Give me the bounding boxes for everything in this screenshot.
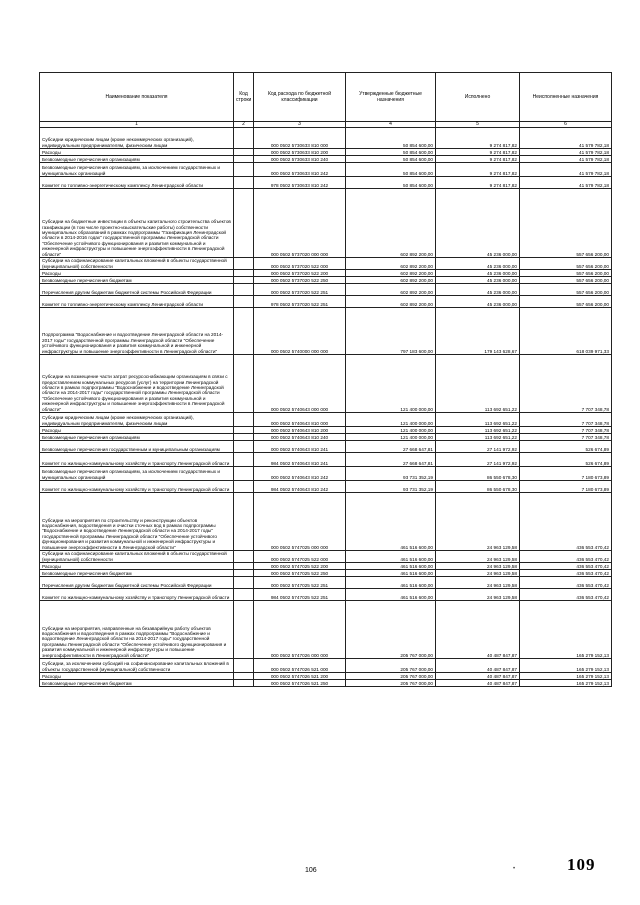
row-executed-amount: 27 141 972,92: [436, 453, 520, 467]
row-indicator-name: Комитет по жилищно-коммунальному хозяйству и транспорту Ленинградской области: [40, 453, 234, 467]
row-approved-amount: 50 854 600,00: [346, 163, 436, 177]
table-header-row: [40, 73, 612, 122]
row-executed-amount: 113 692 651,22: [436, 413, 520, 427]
table-row: [40, 680, 612, 687]
row-approved-amount: 121 400 000,00: [346, 434, 436, 441]
table-row: [40, 355, 612, 413]
row-code: [234, 277, 254, 284]
row-unexecuted-amount: 41 579 782,18: [520, 128, 612, 149]
row-indicator-name: Безвозмездные перечисления государственным и муниципальным организациям: [40, 441, 234, 453]
row-unexecuted-amount: 436 553 470,42: [520, 570, 612, 577]
row-executed-amount: 45 236 000,00: [436, 258, 520, 270]
row-code: [234, 258, 254, 270]
header-unexecuted: Неисполненные назначения: [520, 73, 612, 122]
row-executed-amount: 24 963 129,58: [436, 577, 520, 589]
row-executed-amount: 9 274 817,82: [436, 156, 520, 163]
row-indicator-name: Субсидии на мероприятия по строительству и реконструкции объектов водоснабжения, водоотведения и очистки сточных вод в рамках подпрограммы "Водоснабжение и водоотведение Ленинградской области на 2014-2017 годы" государственной программы Ленинградской области "Обеспечение устойчивого функционирования и развития коммунальной и инженерной инфраструктуры и повышение энергоэффективности в Ленинградской области": [40, 493, 234, 551]
row-indicator-name: Субсидии на возмещение части затрат ресурсоснабжающим организациям в связи с предоставлением коммунальных ресурсов (услуг) на территории Ленинградской области в рамках подпрограммы "Водоснабжение и водоотведение Ленинградской области на 2014-2017 годы" государственной программы Ленинградской области "Обеспечение устойчивого функционирования и развития коммунальной и инженерной инфраструктуры и повышение энергоэффективности в Ленинградской области": [40, 355, 234, 413]
row-approved-amount: 93 731 352,19: [346, 481, 436, 493]
row-approved-amount: 50 854 600,00: [346, 149, 436, 156]
row-code: [234, 493, 254, 551]
row-expense-code: 978 0502 5737020 522 251: [254, 296, 346, 308]
row-code: [234, 589, 254, 601]
row-unexecuted-amount: 526 674,89: [520, 453, 612, 467]
table-row: [40, 296, 612, 308]
row-indicator-name: Комитет по жилищно-коммунальному хозяйству и транспорту Ленинградской области: [40, 589, 234, 601]
row-executed-amount: 113 692 651,22: [436, 427, 520, 434]
row-approved-amount: 461 516 600,00: [346, 589, 436, 601]
column-number: 2: [234, 122, 254, 128]
column-number: 5: [436, 122, 520, 128]
row-unexecuted-amount: 165 279 152,13: [520, 601, 612, 659]
row-unexecuted-amount: 165 279 152,13: [520, 680, 612, 687]
row-approved-amount: 461 516 600,00: [346, 563, 436, 570]
header-indicator-name: Наименование показателя: [40, 73, 234, 122]
row-executed-amount: 45 236 000,00: [436, 284, 520, 296]
row-expense-code: 000 0502 5747025 522 250: [254, 570, 346, 577]
row-expense-code: 984 0502 5747025 522 251: [254, 589, 346, 601]
row-approved-amount: 461 516 600,00: [346, 570, 436, 577]
row-expense-code: 000 0502 5737020 522 200: [254, 270, 346, 277]
table-body: [40, 128, 612, 687]
row-indicator-name: Безвозмездные перечисления бюджетам: [40, 570, 234, 577]
page-number: 106: [305, 867, 317, 874]
row-unexecuted-amount: 557 656 200,00: [520, 270, 612, 277]
row-indicator-name: Комитет по топливно-энергетическому комплексу Ленинградской области: [40, 177, 234, 189]
row-indicator-name: Безвозмездные перечисления бюджетам: [40, 277, 234, 284]
row-unexecuted-amount: 557 656 200,00: [520, 296, 612, 308]
row-approved-amount: 27 668 647,81: [346, 441, 436, 453]
row-code: [234, 296, 254, 308]
row-indicator-name: Расходы: [40, 563, 234, 570]
row-executed-amount: 179 143 628,67: [436, 308, 520, 355]
row-approved-amount: 461 516 600,00: [346, 551, 436, 563]
row-code: [234, 673, 254, 680]
row-code: [234, 601, 254, 659]
row-expense-code: 000 0502 5737020 522 000: [254, 258, 346, 270]
row-expense-code: 978 0502 5730633 810 242: [254, 177, 346, 189]
row-approved-amount: 205 767 000,00: [346, 673, 436, 680]
row-expense-code: 000 0502 5747025 522 251: [254, 577, 346, 589]
table-row: [40, 270, 612, 277]
table-row: [40, 493, 612, 551]
row-unexecuted-amount: 165 279 152,13: [520, 659, 612, 673]
row-indicator-name: Субсидии юридическим лицам (кроме некоммерческих организаций), индивидуальным предпринимателям, физическим лицам: [40, 413, 234, 427]
row-expense-code: 984 0502 5740643 810 242: [254, 481, 346, 493]
row-code: [234, 189, 254, 258]
header-executed: Исполнено: [436, 73, 520, 122]
row-expense-code: 000 0502 5740643 000 000: [254, 355, 346, 413]
row-executed-amount: 86 550 678,30: [436, 481, 520, 493]
row-unexecuted-amount: 41 579 782,18: [520, 163, 612, 177]
row-indicator-name: Подпрограмма "Водоснабжение и водоотведение Ленинградской области на 2014-2017 годы" государственной программы Ленинградской области "Обеспечение устойчивого функционирования и развития коммунальной и инженерной инфраструктуры и повышение энергоэффективности в Ленинградской области": [40, 308, 234, 355]
row-expense-code: 000 0502 5740000 000 000: [254, 308, 346, 355]
row-approved-amount: 602 892 200,00: [346, 284, 436, 296]
row-code: [234, 177, 254, 189]
column-number: 1: [40, 122, 234, 128]
row-unexecuted-amount: 7 707 348,78: [520, 427, 612, 434]
table-row: [40, 659, 612, 673]
row-approved-amount: 461 516 600,00: [346, 493, 436, 551]
row-unexecuted-amount: 7 180 673,89: [520, 481, 612, 493]
row-expense-code: 000 0502 5740643 810 242: [254, 467, 346, 481]
row-expense-code: 000 0502 5737020 000 000: [254, 189, 346, 258]
row-indicator-name: Комитет по топливно-энергетическому комплексу Ленинградской области: [40, 296, 234, 308]
row-expense-code: 000 0502 5740643 810 000: [254, 413, 346, 427]
row-unexecuted-amount: 436 553 470,42: [520, 577, 612, 589]
row-expense-code: 984 0502 5740643 810 241: [254, 453, 346, 467]
row-indicator-name: Безвозмездные перечисления организациям: [40, 156, 234, 163]
table-row: [40, 563, 612, 570]
table-row: [40, 149, 612, 156]
row-indicator-name: Перечисления другим бюджетам бюджетной системы Российской Федерации: [40, 577, 234, 589]
table-row: [40, 413, 612, 427]
row-executed-amount: 9 274 817,82: [436, 163, 520, 177]
row-indicator-name: Субсидии на софинансирование капитальных вложений в объекты государственной (муниципальной) собственности: [40, 258, 234, 270]
row-unexecuted-amount: 557 656 200,00: [520, 189, 612, 258]
row-indicator-name: Безвозмездные перечисления организациям, за исключением государственных и муниципальных организаций: [40, 467, 234, 481]
table-row: [40, 453, 612, 467]
row-indicator-name: Безвозмездные перечисления организациям: [40, 434, 234, 441]
row-unexecuted-amount: 436 553 470,42: [520, 551, 612, 563]
table-row: [40, 434, 612, 441]
table-row: [40, 177, 612, 189]
row-code: [234, 570, 254, 577]
row-executed-amount: 45 236 000,00: [436, 189, 520, 258]
column-number: 6: [520, 122, 612, 128]
row-approved-amount: 27 668 647,81: [346, 453, 436, 467]
row-unexecuted-amount: 41 579 782,18: [520, 149, 612, 156]
row-unexecuted-amount: 436 553 470,42: [520, 589, 612, 601]
table-row: [40, 308, 612, 355]
table-row: [40, 467, 612, 481]
row-executed-amount: 40 487 847,87: [436, 680, 520, 687]
row-code: [234, 441, 254, 453]
row-approved-amount: 602 892 200,00: [346, 277, 436, 284]
row-unexecuted-amount: 436 553 470,42: [520, 493, 612, 551]
row-indicator-name: Расходы: [40, 149, 234, 156]
row-expense-code: 000 0502 5730633 810 240: [254, 156, 346, 163]
row-unexecuted-amount: 165 279 152,13: [520, 673, 612, 680]
row-approved-amount: 121 400 000,00: [346, 413, 436, 427]
row-indicator-name: Безвозмездные перечисления организациям, за исключением государственных и муниципальных организаций: [40, 163, 234, 177]
table-row: [40, 284, 612, 296]
row-expense-code: 000 0502 5730633 810 000: [254, 128, 346, 149]
table-row: [40, 577, 612, 589]
row-executed-amount: 9 274 817,82: [436, 177, 520, 189]
row-unexecuted-amount: 557 656 200,00: [520, 284, 612, 296]
row-executed-amount: 27 141 972,92: [436, 441, 520, 453]
row-expense-code: 000 0502 5747026 000 000: [254, 601, 346, 659]
row-approved-amount: 602 892 200,00: [346, 296, 436, 308]
table-row: [40, 128, 612, 149]
row-executed-amount: 24 963 129,58: [436, 563, 520, 570]
row-code: [234, 467, 254, 481]
row-expense-code: 000 0502 5730633 810 200: [254, 149, 346, 156]
row-code: [234, 413, 254, 427]
row-code: [234, 563, 254, 570]
header-expense-code: Код расхода по бюджетной классификации: [254, 73, 346, 122]
table-row: [40, 441, 612, 453]
row-code: [234, 128, 254, 149]
row-code: [234, 270, 254, 277]
row-executed-amount: 9 274 817,82: [436, 128, 520, 149]
column-number: 3: [254, 122, 346, 128]
row-approved-amount: 797 183 600,00: [346, 308, 436, 355]
row-expense-code: 000 0502 5747025 522 200: [254, 563, 346, 570]
row-approved-amount: 602 892 200,00: [346, 258, 436, 270]
table-row: [40, 673, 612, 680]
row-indicator-name: Субсидии на мероприятия, направленные на безаварийную работу объектов водоснабжения и водоотведения в рамках подпрограммы "Водоснабжение и водоотведение Ленинградской области на 2014-2017 годы" государственной программы Ленинградской области "Обеспечение устойчивого функционирования и развития коммунальной и инженерной инфраструктуры и повышение энергоэффективности в Ленинградской области": [40, 601, 234, 659]
row-executed-amount: 45 236 000,00: [436, 270, 520, 277]
row-unexecuted-amount: 526 674,89: [520, 441, 612, 453]
row-expense-code: 000 0502 5730633 810 242: [254, 163, 346, 177]
row-code: [234, 453, 254, 467]
row-unexecuted-amount: 436 553 470,42: [520, 563, 612, 570]
row-code: [234, 680, 254, 687]
row-approved-amount: 50 854 600,00: [346, 156, 436, 163]
budget-execution-table: [39, 72, 612, 687]
table-row: [40, 589, 612, 601]
row-executed-amount: 9 274 817,82: [436, 149, 520, 156]
row-approved-amount: 602 892 200,00: [346, 189, 436, 258]
row-code: [234, 355, 254, 413]
row-approved-amount: 205 767 000,00: [346, 680, 436, 687]
row-expense-code: 000 0502 5737020 522 251: [254, 284, 346, 296]
row-executed-amount: 24 963 129,58: [436, 551, 520, 563]
row-executed-amount: 113 692 651,22: [436, 355, 520, 413]
row-expense-code: 000 0502 5747026 521 200: [254, 673, 346, 680]
row-executed-amount: 86 550 678,30: [436, 467, 520, 481]
row-code: [234, 481, 254, 493]
column-number: 4: [346, 122, 436, 128]
row-approved-amount: 121 400 000,00: [346, 355, 436, 413]
row-code: [234, 427, 254, 434]
row-approved-amount: 50 854 600,00: [346, 128, 436, 149]
row-unexecuted-amount: 7 180 673,89: [520, 467, 612, 481]
row-unexecuted-amount: 557 656 200,00: [520, 277, 612, 284]
row-code: [234, 149, 254, 156]
row-indicator-name: Расходы: [40, 427, 234, 434]
row-indicator-name: Комитет по жилищно-коммунальному хозяйству и транспорту Ленинградской области: [40, 481, 234, 493]
row-indicator-name: Субсидии на софинансирование капитальных вложений в объекты государственной (муниципальной) собственности: [40, 551, 234, 563]
row-approved-amount: 93 731 352,19: [346, 467, 436, 481]
row-indicator-name: Субсидии на бюджетные инвестиции в объекты капитального строительства объектов газификации (в том числе проектно-изыскательские работы) собственности муниципальных образований в рамках подпрограммы "Газификация Ленинградской области в 2014-2016 годах" государственной программы Ленинградской области "Обеспечение устойчивого функционирования и развития коммунальной и инженерной инфраструктуры и повышение энергоэффективности в Ленинградской области": [40, 189, 234, 258]
row-approved-amount: 50 854 600,00: [346, 177, 436, 189]
handwritten-sheet-number: 109: [567, 855, 596, 874]
row-executed-amount: 40 487 847,87: [436, 659, 520, 673]
header-approved: Утвержденные бюджетные назначения: [346, 73, 436, 122]
budget-report-sheet: [39, 72, 611, 687]
row-code: [234, 551, 254, 563]
row-indicator-name: Субсидии, за исключением субсидий на софинансирование капитальных вложений в объекты государственной (муниципальной) собственности: [40, 659, 234, 673]
row-indicator-name: Безвозмездные перечисления бюджетам: [40, 680, 234, 687]
row-code: [234, 156, 254, 163]
row-approved-amount: 205 767 000,00: [346, 659, 436, 673]
row-unexecuted-amount: 557 656 200,00: [520, 258, 612, 270]
row-indicator-name: Субсидии юридическим лицам (кроме некоммерческих организаций), индивидуальным предпринимателям, физическим лицам: [40, 128, 234, 149]
row-expense-code: 000 0502 5737020 522 250: [254, 277, 346, 284]
table-row: [40, 481, 612, 493]
table-row: [40, 601, 612, 659]
row-executed-amount: 40 487 847,87: [436, 673, 520, 680]
row-expense-code: 000 0502 5747025 522 000: [254, 551, 346, 563]
table-row: [40, 277, 612, 284]
row-unexecuted-amount: 41 579 782,18: [520, 156, 612, 163]
row-approved-amount: 602 892 200,00: [346, 270, 436, 277]
row-unexecuted-amount: 7 707 348,78: [520, 434, 612, 441]
row-executed-amount: 24 963 129,58: [436, 493, 520, 551]
row-code: [234, 284, 254, 296]
row-approved-amount: 121 400 000,00: [346, 427, 436, 434]
row-executed-amount: 45 236 000,00: [436, 277, 520, 284]
row-code: [234, 434, 254, 441]
row-code: [234, 659, 254, 673]
row-executed-amount: 24 963 129,58: [436, 589, 520, 601]
table-row: [40, 156, 612, 163]
row-indicator-name: Расходы: [40, 270, 234, 277]
row-indicator-name: Перечисления другим бюджетам бюджетной системы Российской Федерации: [40, 284, 234, 296]
row-expense-code: 000 0502 5740643 810 200: [254, 427, 346, 434]
row-executed-amount: 24 963 129,58: [436, 570, 520, 577]
row-approved-amount: 205 767 000,00: [346, 601, 436, 659]
row-unexecuted-amount: 618 039 971,33: [520, 308, 612, 355]
row-expense-code: 000 0502 5747026 521 000: [254, 659, 346, 673]
row-expense-code: 000 0502 5747025 000 000: [254, 493, 346, 551]
row-code: [234, 577, 254, 589]
row-executed-amount: 40 487 847,87: [436, 601, 520, 659]
table-row: [40, 163, 612, 177]
row-expense-code: 000 0502 5740643 810 241: [254, 441, 346, 453]
table-row: [40, 258, 612, 270]
table-row: [40, 189, 612, 258]
row-unexecuted-amount: 7 707 348,78: [520, 413, 612, 427]
row-code: [234, 308, 254, 355]
row-unexecuted-amount: 41 579 782,18: [520, 177, 612, 189]
row-executed-amount: 113 692 651,22: [436, 434, 520, 441]
table-row: [40, 570, 612, 577]
row-expense-code: 000 0502 5747026 521 250: [254, 680, 346, 687]
row-executed-amount: 45 236 000,00: [436, 296, 520, 308]
row-code: [234, 163, 254, 177]
scan-mark: •: [513, 866, 516, 872]
row-expense-code: 000 0502 5740643 810 240: [254, 434, 346, 441]
row-indicator-name: Расходы: [40, 673, 234, 680]
row-approved-amount: 461 516 600,00: [346, 577, 436, 589]
header-row-code: Код строки: [234, 73, 254, 122]
table-row: [40, 427, 612, 434]
table-row: [40, 551, 612, 563]
row-unexecuted-amount: 7 707 348,78: [520, 355, 612, 413]
